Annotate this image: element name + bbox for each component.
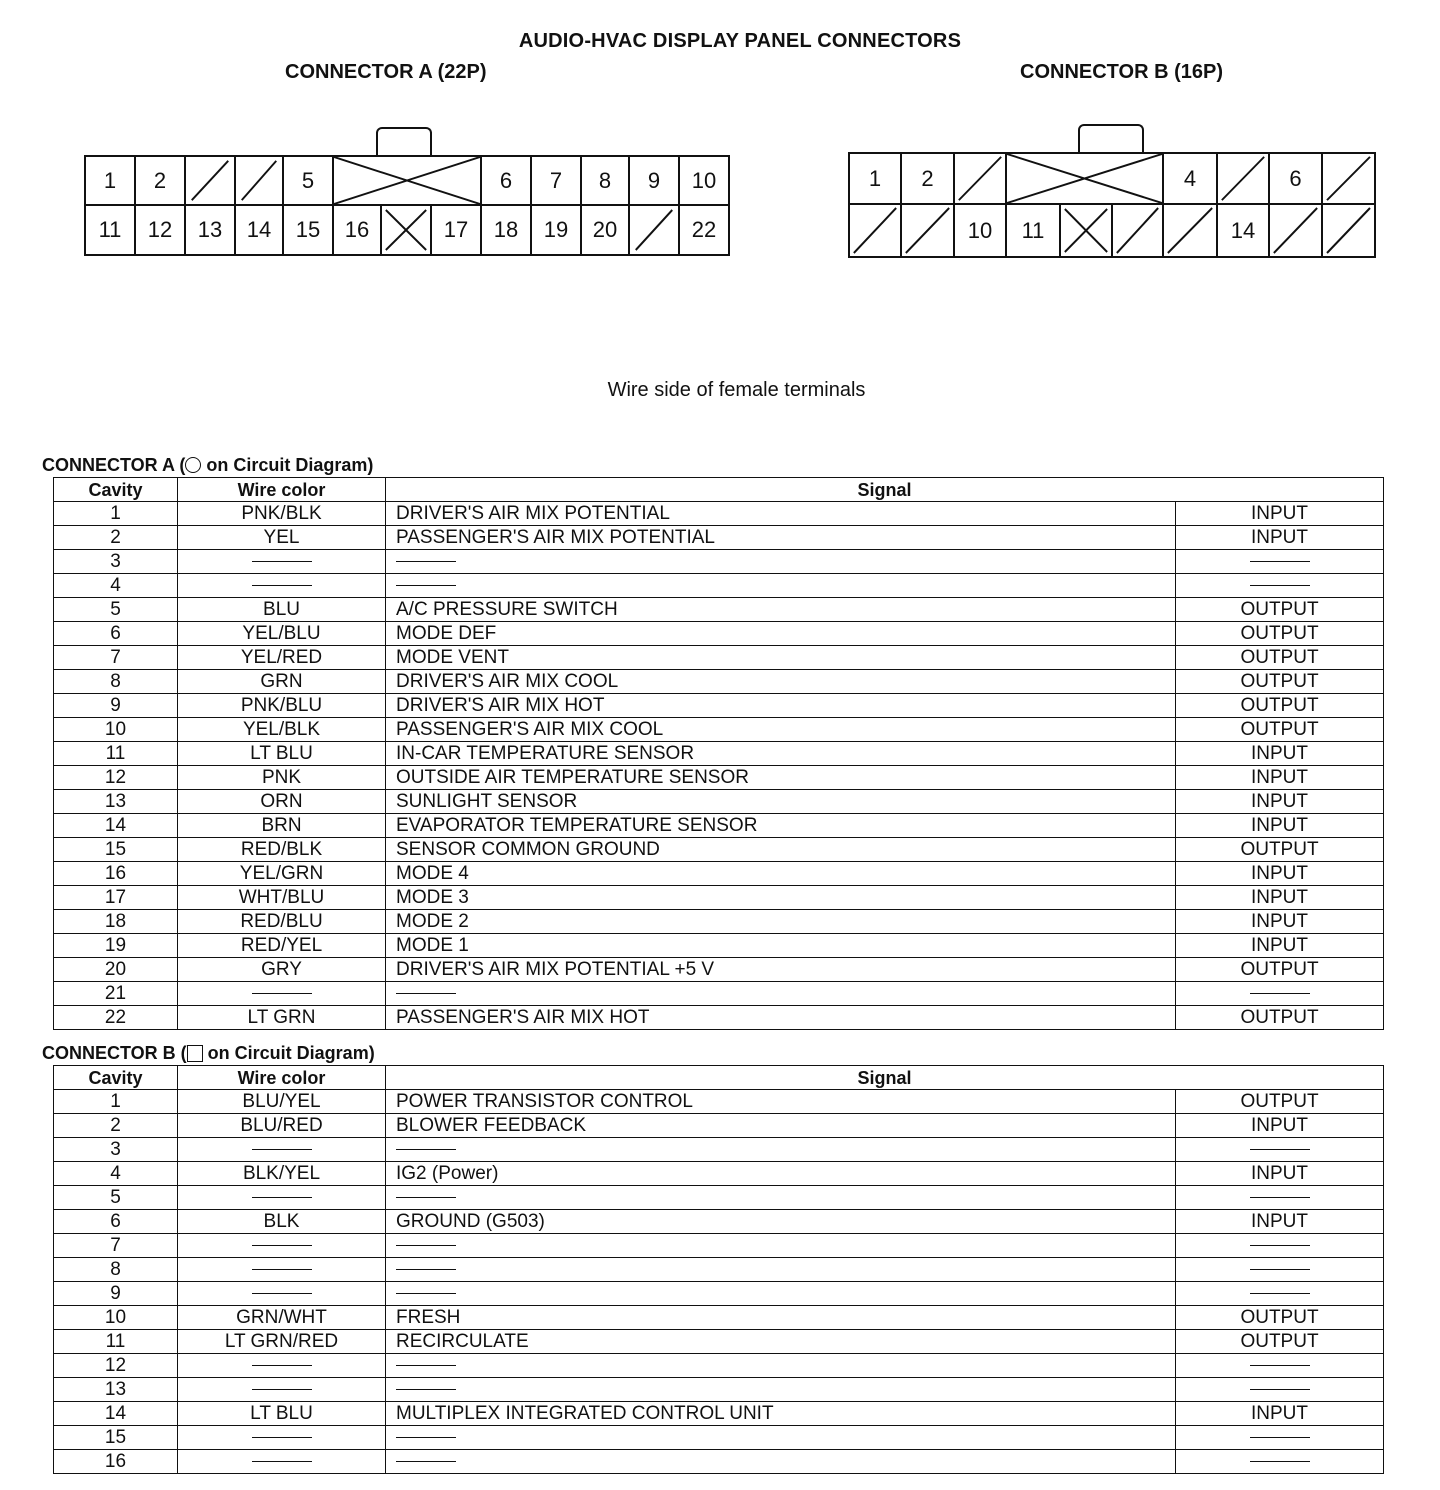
- signal-cell: [386, 1186, 1176, 1210]
- wire-color-cell: [178, 1450, 386, 1474]
- table-row: [54, 790, 1384, 814]
- wire-color-cell: BLU/RED: [178, 1114, 386, 1138]
- empty-dash: [396, 1245, 456, 1246]
- header-signal: Signal: [386, 478, 1384, 502]
- empty-dash: [1250, 1149, 1310, 1150]
- connector-a-key-blank: [334, 157, 482, 206]
- table-header-row: [54, 478, 1384, 502]
- table-row: [54, 958, 1384, 982]
- cavity-b-2: 2: [902, 154, 955, 205]
- signal-cell: OUTSIDE AIR TEMPERATURE SENSOR: [386, 766, 1176, 790]
- direction-cell: INPUT: [1176, 1162, 1384, 1186]
- cavity-cell: 20: [54, 958, 178, 982]
- empty-dash: [396, 1269, 456, 1270]
- cavity-b-8-blank: [850, 205, 902, 256]
- empty-dash: [1250, 585, 1310, 586]
- empty-dash: [252, 1245, 312, 1246]
- wire-color-cell: PNK/BLK: [178, 502, 386, 526]
- connector-b-table-label: [42, 1043, 375, 1064]
- cavity-a-13: 13: [186, 206, 236, 254]
- table-row: [54, 1114, 1384, 1138]
- wire-color-cell: [178, 1258, 386, 1282]
- cavity-b-7-blank: [1323, 154, 1374, 205]
- cavity-b-13-blank: [1113, 205, 1164, 256]
- table-row: [54, 1006, 1384, 1030]
- cavity-a-12: 12: [136, 206, 186, 254]
- direction-cell: OUTPUT: [1176, 1090, 1384, 1114]
- signal-cell: MODE 4: [386, 862, 1176, 886]
- cavity-cell: 16: [54, 862, 178, 886]
- signal-cell: MULTIPLEX INTEGRATED CONTROL UNIT: [386, 1402, 1176, 1426]
- connector-a-label-suffix: on Circuit Diagram): [201, 455, 374, 475]
- cavity-b-9-blank: [902, 205, 955, 256]
- cavity-cell: 15: [54, 838, 178, 862]
- empty-dash: [396, 1461, 456, 1462]
- cavity-a-5: 5: [284, 157, 334, 206]
- empty-dash: [1250, 1293, 1310, 1294]
- header-wire-color: Wire color: [178, 1066, 386, 1090]
- wire-color-cell: GRN: [178, 670, 386, 694]
- direction-cell: INPUT: [1176, 766, 1384, 790]
- empty-dash: [1250, 1245, 1310, 1246]
- wire-color-cell: BRN: [178, 814, 386, 838]
- signal-cell: MODE DEF: [386, 622, 1176, 646]
- wire-color-cell: BLK/YEL: [178, 1162, 386, 1186]
- wire-color-cell: [178, 1282, 386, 1306]
- header-signal: Signal: [386, 1066, 1384, 1090]
- direction-cell: INPUT: [1176, 1114, 1384, 1138]
- empty-dash: [1250, 1269, 1310, 1270]
- table-row: [54, 862, 1384, 886]
- wire-color-cell: BLK: [178, 1210, 386, 1234]
- direction-cell: OUTPUT: [1176, 1330, 1384, 1354]
- signal-cell: PASSENGER'S AIR MIX COOL: [386, 718, 1176, 742]
- signal-cell: MODE 3: [386, 886, 1176, 910]
- cavity-a-15: 15: [284, 206, 334, 254]
- signal-cell: DRIVER'S AIR MIX POTENTIAL: [386, 502, 1176, 526]
- direction-cell: [1176, 1258, 1384, 1282]
- connector-a-diagram: [84, 155, 730, 256]
- connector-a-latch: [376, 127, 432, 157]
- empty-dash: [252, 1365, 312, 1366]
- table-row: [54, 718, 1384, 742]
- empty-dash: [396, 561, 456, 562]
- cavity-cell: 11: [54, 1330, 178, 1354]
- wire-color-cell: RED/BLK: [178, 838, 386, 862]
- cavity-cell: 5: [54, 1186, 178, 1210]
- table-row: [54, 1450, 1384, 1474]
- cavity-cell: 2: [54, 1114, 178, 1138]
- signal-cell: IN-CAR TEMPERATURE SENSOR: [386, 742, 1176, 766]
- wire-color-cell: LT GRN: [178, 1006, 386, 1030]
- table-row: [54, 1330, 1384, 1354]
- wire-color-cell: YEL: [178, 526, 386, 550]
- empty-dash: [1250, 1437, 1310, 1438]
- connector-b-label-suffix: on Circuit Diagram): [202, 1043, 375, 1063]
- cavity-cell: 16: [54, 1450, 178, 1474]
- table-row: [54, 1234, 1384, 1258]
- cavity-cell: 2: [54, 526, 178, 550]
- cavity-cell: 10: [54, 1306, 178, 1330]
- direction-cell: [1176, 1354, 1384, 1378]
- wire-color-cell: BLU/YEL: [178, 1090, 386, 1114]
- connector-b-table: [53, 1065, 1384, 1474]
- signal-cell: DRIVER'S AIR MIX POTENTIAL +5 V: [386, 958, 1176, 982]
- cavity-b-14: 14: [1218, 205, 1270, 256]
- signal-cell: [386, 1378, 1176, 1402]
- cavity-b-5-blank: [1218, 154, 1270, 205]
- wire-color-cell: [178, 550, 386, 574]
- cavity-cell: 8: [54, 1258, 178, 1282]
- direction-cell: INPUT: [1176, 862, 1384, 886]
- empty-dash: [396, 1437, 456, 1438]
- cavity-cell: 1: [54, 1090, 178, 1114]
- wire-color-cell: GRY: [178, 958, 386, 982]
- page-title: AUDIO-HVAC DISPLAY PANEL CONNECTORS: [518, 30, 962, 52]
- table-row: [54, 1138, 1384, 1162]
- cavity-cell: 19: [54, 934, 178, 958]
- empty-dash: [252, 993, 312, 994]
- signal-cell: DRIVER'S AIR MIX HOT: [386, 694, 1176, 718]
- direction-cell: [1176, 1450, 1384, 1474]
- signal-cell: [386, 1138, 1176, 1162]
- cavity-cell: 4: [54, 574, 178, 598]
- wire-color-cell: [178, 1234, 386, 1258]
- table-header-row: [54, 1066, 1384, 1090]
- connector-b-diagram: [848, 152, 1376, 258]
- empty-dash: [1250, 1365, 1310, 1366]
- wire-color-cell: RED/BLU: [178, 910, 386, 934]
- direction-cell: OUTPUT: [1176, 718, 1384, 742]
- signal-cell: POWER TRANSISTOR CONTROL: [386, 1090, 1176, 1114]
- direction-cell: OUTPUT: [1176, 1006, 1384, 1030]
- empty-dash: [252, 1149, 312, 1150]
- table-row: [54, 934, 1384, 958]
- table-row: [54, 766, 1384, 790]
- signal-cell: BLOWER FEEDBACK: [386, 1114, 1176, 1138]
- signal-cell: GROUND (G503): [386, 1210, 1176, 1234]
- direction-cell: OUTPUT: [1176, 1306, 1384, 1330]
- cavity-cell: 11: [54, 742, 178, 766]
- direction-cell: INPUT: [1176, 502, 1384, 526]
- direction-cell: INPUT: [1176, 1402, 1384, 1426]
- wire-color-cell: [178, 1354, 386, 1378]
- table-row: [54, 598, 1384, 622]
- signal-cell: [386, 574, 1176, 598]
- direction-cell: OUTPUT: [1176, 646, 1384, 670]
- signal-cell: [386, 1426, 1176, 1450]
- signal-cell: PASSENGER'S AIR MIX POTENTIAL: [386, 526, 1176, 550]
- signal-cell: MODE 1: [386, 934, 1176, 958]
- table-row: [54, 838, 1384, 862]
- signal-cell: MODE VENT: [386, 646, 1176, 670]
- cavity-cell: 6: [54, 1210, 178, 1234]
- signal-cell: SUNLIGHT SENSOR: [386, 790, 1176, 814]
- cavity-b-12-plugged: [1061, 205, 1113, 256]
- table-row: [54, 1354, 1384, 1378]
- table-row: [54, 1162, 1384, 1186]
- table-row: [54, 910, 1384, 934]
- table-row: [54, 622, 1384, 646]
- wire-color-cell: [178, 574, 386, 598]
- table-row: [54, 1378, 1384, 1402]
- empty-dash: [1250, 1461, 1310, 1462]
- signal-cell: [386, 1354, 1176, 1378]
- table-row: [54, 1426, 1384, 1450]
- connector-b-key-blank: [1007, 154, 1164, 205]
- signal-cell: IG2 (Power): [386, 1162, 1176, 1186]
- cavity-a-10: 10: [680, 157, 728, 206]
- signal-cell: RECIRCULATE: [386, 1330, 1176, 1354]
- direction-cell: [1176, 1138, 1384, 1162]
- cavity-cell: 5: [54, 598, 178, 622]
- wire-color-cell: ORN: [178, 790, 386, 814]
- empty-dash: [396, 1197, 456, 1198]
- table-row: [54, 670, 1384, 694]
- header-cavity: Cavity: [54, 478, 178, 502]
- wire-color-cell: YEL/GRN: [178, 862, 386, 886]
- table-row: [54, 1402, 1384, 1426]
- cavity-a-7: 7: [532, 157, 582, 206]
- table-row: [54, 550, 1384, 574]
- cavity-cell: 15: [54, 1426, 178, 1450]
- cavity-a-6: 6: [482, 157, 532, 206]
- header-cavity: Cavity: [54, 1066, 178, 1090]
- empty-dash: [252, 1389, 312, 1390]
- wire-color-cell: GRN/WHT: [178, 1306, 386, 1330]
- connector-b-label-text: CONNECTOR B (: [42, 1043, 187, 1063]
- wire-color-cell: BLU: [178, 598, 386, 622]
- cavity-b-10: 10: [955, 205, 1007, 256]
- cavity-cell: 17: [54, 886, 178, 910]
- cavity-a-1: 1: [86, 157, 136, 206]
- terminal-side-caption: Wire side of female terminals: [607, 379, 866, 401]
- cavity-a-9: 9: [630, 157, 680, 206]
- wire-color-cell: [178, 1186, 386, 1210]
- direction-cell: [1176, 1186, 1384, 1210]
- cavity-cell: 3: [54, 550, 178, 574]
- connector-b-latch: [1078, 124, 1144, 154]
- cavity-b-15-blank: [1270, 205, 1323, 256]
- direction-cell: [1176, 1234, 1384, 1258]
- direction-cell: OUTPUT: [1176, 838, 1384, 862]
- cavity-cell: 14: [54, 814, 178, 838]
- direction-cell: [1176, 550, 1384, 574]
- cavity-cell: 9: [54, 1282, 178, 1306]
- direction-cell: INPUT: [1176, 886, 1384, 910]
- empty-dash: [396, 585, 456, 586]
- direction-cell: [1176, 1282, 1384, 1306]
- direction-cell: INPUT: [1176, 790, 1384, 814]
- cavity-a-8: 8: [582, 157, 630, 206]
- table-row: [54, 1090, 1384, 1114]
- table-row: [54, 694, 1384, 718]
- direction-cell: OUTPUT: [1176, 622, 1384, 646]
- table-row: [54, 1306, 1384, 1330]
- empty-dash: [396, 1149, 456, 1150]
- wire-color-cell: YEL/BLK: [178, 718, 386, 742]
- table-row: [54, 574, 1384, 598]
- empty-dash: [396, 993, 456, 994]
- direction-cell: [1176, 574, 1384, 598]
- empty-dash: [1250, 1389, 1310, 1390]
- empty-dash: [252, 1197, 312, 1198]
- connector-a-table: [53, 477, 1384, 1030]
- wire-color-cell: YEL/RED: [178, 646, 386, 670]
- wire-color-cell: PNK/BLU: [178, 694, 386, 718]
- direction-cell: INPUT: [1176, 910, 1384, 934]
- connector-a-table-label: [42, 455, 373, 476]
- table-row: [54, 742, 1384, 766]
- table-row: [54, 646, 1384, 670]
- wire-color-cell: PNK: [178, 766, 386, 790]
- cavity-b-1: 1: [850, 154, 902, 205]
- signal-cell: EVAPORATOR TEMPERATURE SENSOR: [386, 814, 1176, 838]
- empty-dash: [1250, 561, 1310, 562]
- cavity-cell: 18: [54, 910, 178, 934]
- cavity-b-16-blank: [1323, 205, 1374, 256]
- cavity-b-11: 11: [1007, 205, 1061, 256]
- cavity-b-3-blank: [955, 154, 1007, 205]
- direction-cell: INPUT: [1176, 1210, 1384, 1234]
- cavity-b-4: 4: [1164, 154, 1218, 205]
- wire-color-cell: WHT/BLU: [178, 886, 386, 910]
- cavity-a-11: 11: [86, 206, 136, 254]
- signal-cell: [386, 1450, 1176, 1474]
- table-row: [54, 1282, 1384, 1306]
- wire-color-cell: [178, 1426, 386, 1450]
- cavity-cell: 7: [54, 1234, 178, 1258]
- cavity-a-4-blank: [236, 157, 284, 206]
- cavity-b-blank: [1164, 205, 1218, 256]
- cavity-cell: 12: [54, 1354, 178, 1378]
- table-row: [54, 1186, 1384, 1210]
- wire-color-cell: [178, 1138, 386, 1162]
- connector-b-title: CONNECTOR B (16P): [1020, 61, 1223, 83]
- signal-cell: MODE 2: [386, 910, 1176, 934]
- connector-a-label-text: CONNECTOR A (: [42, 455, 186, 475]
- cavity-b-6: 6: [1270, 154, 1323, 205]
- cavity-a-3-blank: [186, 157, 236, 206]
- cavity-cell: 13: [54, 1378, 178, 1402]
- signal-cell: [386, 1282, 1176, 1306]
- table-row: [54, 814, 1384, 838]
- wire-color-cell: YEL/BLU: [178, 622, 386, 646]
- cavity-cell: 9: [54, 694, 178, 718]
- cavity-a-14: 14: [236, 206, 284, 254]
- empty-dash: [396, 1293, 456, 1294]
- table-row: [54, 886, 1384, 910]
- wire-color-cell: LT BLU: [178, 742, 386, 766]
- direction-cell: INPUT: [1176, 814, 1384, 838]
- signal-cell: FRESH: [386, 1306, 1176, 1330]
- direction-cell: [1176, 982, 1384, 1006]
- signal-cell: [386, 1234, 1176, 1258]
- cavity-a-21-plugged: [382, 206, 432, 254]
- circle-symbol-icon: [185, 457, 201, 473]
- cavity-a-19: 19: [532, 206, 582, 254]
- cavity-cell: 12: [54, 766, 178, 790]
- direction-cell: INPUT: [1176, 742, 1384, 766]
- signal-cell: A/C PRESSURE SWITCH: [386, 598, 1176, 622]
- cavity-cell: 8: [54, 670, 178, 694]
- connector-a-title: CONNECTOR A (22P): [285, 61, 487, 83]
- cavity-cell: 22: [54, 1006, 178, 1030]
- signal-cell: SENSOR COMMON GROUND: [386, 838, 1176, 862]
- cavity-cell: 6: [54, 622, 178, 646]
- empty-dash: [1250, 1197, 1310, 1198]
- cavity-a-17: 17: [432, 206, 482, 254]
- empty-dash: [396, 1365, 456, 1366]
- empty-dash: [252, 1269, 312, 1270]
- cavity-cell: 10: [54, 718, 178, 742]
- direction-cell: INPUT: [1176, 526, 1384, 550]
- cavity-cell: 13: [54, 790, 178, 814]
- cavity-cell: 4: [54, 1162, 178, 1186]
- direction-cell: [1176, 1426, 1384, 1450]
- cavity-a-blank: [630, 206, 680, 254]
- empty-dash: [1250, 993, 1310, 994]
- signal-cell: PASSENGER'S AIR MIX HOT: [386, 1006, 1176, 1030]
- signal-cell: [386, 982, 1176, 1006]
- table-row: [54, 526, 1384, 550]
- cavity-cell: 3: [54, 1138, 178, 1162]
- wire-color-cell: [178, 982, 386, 1006]
- cavity-a-18: 18: [482, 206, 532, 254]
- signal-cell: [386, 550, 1176, 574]
- cavity-cell: 21: [54, 982, 178, 1006]
- direction-cell: OUTPUT: [1176, 694, 1384, 718]
- table-row: [54, 1258, 1384, 1282]
- empty-dash: [396, 1389, 456, 1390]
- direction-cell: OUTPUT: [1176, 598, 1384, 622]
- table-row: [54, 502, 1384, 526]
- cavity-a-16: 16: [334, 206, 382, 254]
- signal-cell: DRIVER'S AIR MIX COOL: [386, 670, 1176, 694]
- cavity-a-2: 2: [136, 157, 186, 206]
- header-wire-color: Wire color: [178, 478, 386, 502]
- table-row: [54, 982, 1384, 1006]
- direction-cell: [1176, 1378, 1384, 1402]
- cavity-a-20: 20: [582, 206, 630, 254]
- empty-dash: [252, 1461, 312, 1462]
- direction-cell: OUTPUT: [1176, 958, 1384, 982]
- cavity-cell: 7: [54, 646, 178, 670]
- empty-dash: [252, 1437, 312, 1438]
- direction-cell: INPUT: [1176, 934, 1384, 958]
- wire-color-cell: [178, 1378, 386, 1402]
- table-row: [54, 1210, 1384, 1234]
- cavity-cell: 1: [54, 502, 178, 526]
- empty-dash: [252, 585, 312, 586]
- empty-dash: [252, 1293, 312, 1294]
- wire-color-cell: LT GRN/RED: [178, 1330, 386, 1354]
- empty-dash: [252, 561, 312, 562]
- square-symbol-icon: [187, 1045, 203, 1062]
- direction-cell: OUTPUT: [1176, 670, 1384, 694]
- signal-cell: [386, 1258, 1176, 1282]
- wire-color-cell: LT BLU: [178, 1402, 386, 1426]
- cavity-a-22: 22: [691, 217, 717, 242]
- wire-color-cell: RED/YEL: [178, 934, 386, 958]
- cavity-cell: 14: [54, 1402, 178, 1426]
